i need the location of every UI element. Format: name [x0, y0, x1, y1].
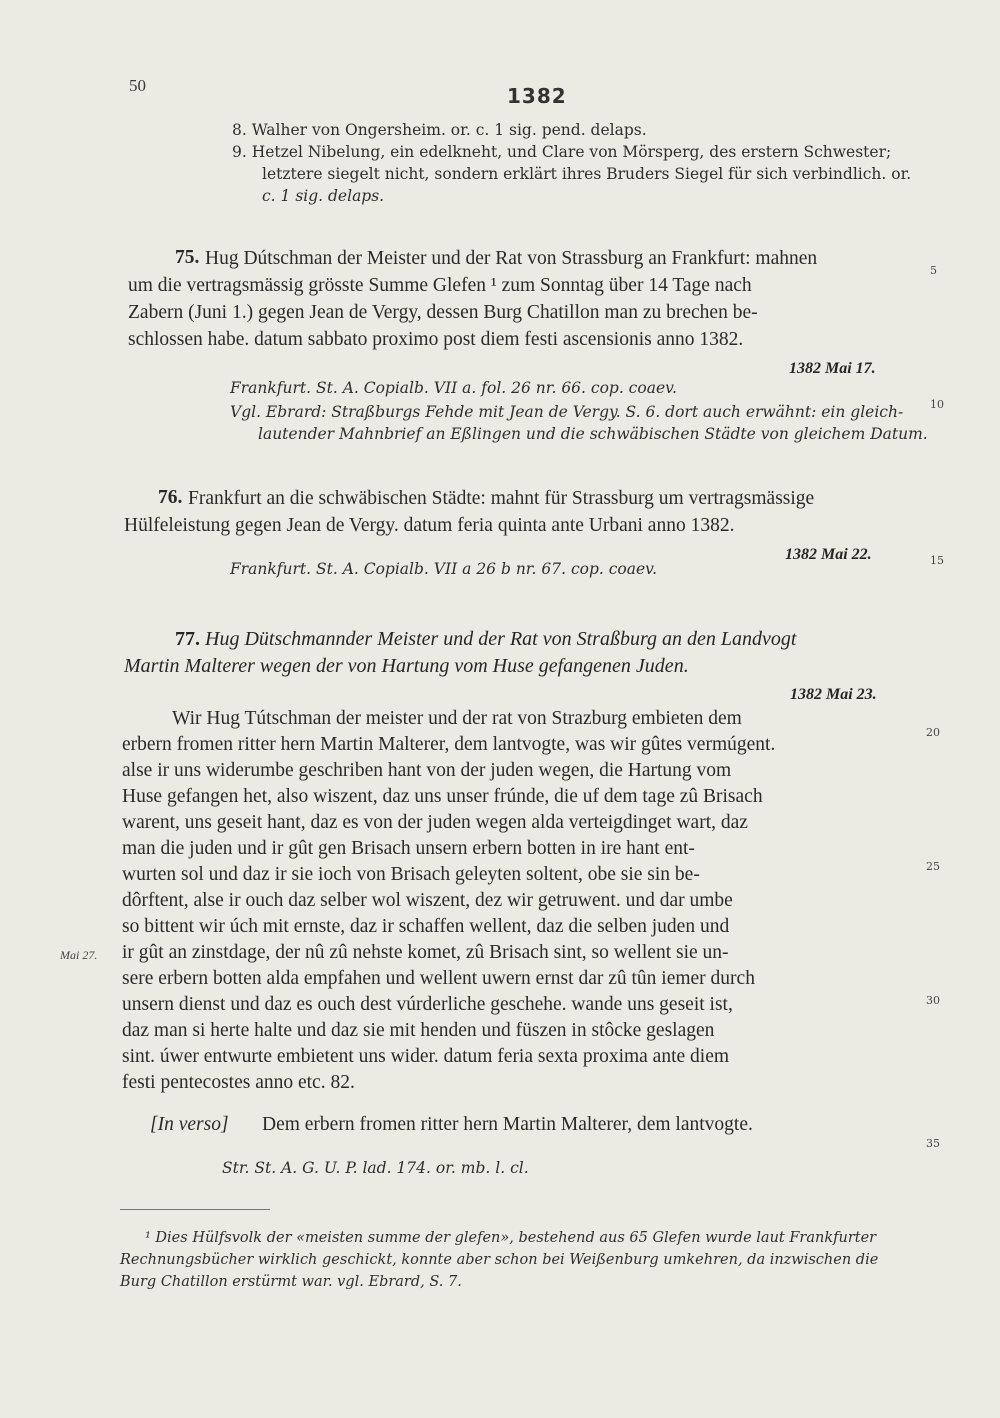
entry-regest-line: schlossen habe. datum sabbato proximo post diem festi ascensionis anno 1382.: [128, 329, 744, 350]
entry-date: 1382 Mai 17.: [789, 360, 876, 377]
line-number: 15: [930, 554, 944, 567]
entry-regest-line: Hug Dútschman der Meister und der Rat von Strassburg an Frankfurt: mahnen: [205, 248, 818, 269]
line-number: 10: [930, 398, 944, 411]
entry-date: 1382 Mai 23.: [790, 686, 877, 703]
letter-line: sint. úwer entwurte embietent uns wider. datum feria sexta proxima ante diem: [122, 1046, 730, 1067]
entry-number: 76.: [158, 487, 183, 508]
entry-number: 75.: [175, 247, 200, 268]
letter-line: Wir Hug Tútschman der meister und der rat von Strazburg embieten dem: [172, 708, 742, 729]
letter-line: man die juden und ir gût gen Brisach unsern erbern botten in ire hant ent-: [122, 838, 695, 859]
running-head: 1382: [507, 84, 567, 108]
letter-line: so bittent wir úch mit ernste, daz ir schaffen wellent, daz die selben juden und: [122, 916, 730, 937]
letter-line: festi pentecostes anno etc. 82.: [122, 1072, 355, 1093]
entry-source: lautender Mahnbrief an Eßlingen und die schwäbischen Städte von gleichem Datum.: [258, 425, 928, 443]
prev-entry-line: 8. Walher von Ongersheim. or. c. 1 sig. pend. delaps.: [232, 121, 647, 139]
footnote-line: Rechnungsbücher wirklich geschickt, konnte aber schon bei Weißenburg umkehren, da inzwischen die: [120, 1252, 879, 1268]
entry-title-line: Martin Malterer wegen der von Hartung vom Huse gefangenen Juden.: [124, 655, 689, 677]
entry-regest-line: Hülfeleistung gegen Jean de Vergy. datum feria quinta ante Urbani anno 1382.: [124, 515, 735, 536]
letter-line: wurten sol und daz ir sie ioch von Brisach geleyten soltent, obe sie sin be-: [122, 864, 700, 885]
entry-regest-line: um die vertragsmässig grösste Summe Glefen ¹ zum Sonntag über 14 Tage nach: [128, 275, 752, 296]
letter-line: ir gût an zinstdage, der nû zû nehste komet, zû Brisach sint, so wellent sie un-: [122, 942, 729, 963]
prev-entry-line: 9. Hetzel Nibelung, ein edelkneht, und Clare von Mörsperg, des erstern Schwester;: [232, 143, 892, 161]
entry-regest-line: Frankfurt an die schwäbischen Städte: mahnt für Strassburg um vertragsmässige: [188, 488, 815, 509]
entry-regest-line: Zabern (Juni 1.) gegen Jean de Vergy, dessen Burg Chatillon man zu brechen be-: [128, 302, 758, 323]
letter-line: dôrftent, alse ir ouch daz selber wol wiszent, dez wir getruwent. und dar umbe: [122, 890, 733, 911]
footnote-line: Burg Chatillon erstürmt war. vgl. Ebrard, S. 7.: [120, 1274, 462, 1290]
entry-source: Frankfurt. St. A. Copialb. VII a 26 b nr. 67. cop. coaev.: [230, 560, 657, 578]
letter-line: Huse gefangen het, also wiszent, daz uns unser frúnde, die uf dem tage zû Brisach: [122, 786, 763, 807]
letter-line: warent, uns geseit hant, daz es von der juden wegen alda verteigdinget wart, daz: [122, 812, 748, 833]
line-number: 30: [926, 994, 940, 1007]
page-number: 50: [129, 76, 146, 95]
letter-line: sere erbern botten alda empfahen und wellent uwern ernst dar zû tûn iemer durch: [122, 968, 755, 989]
inverso-label: [In verso]: [150, 1114, 229, 1135]
entry-source: Frankfurt. St. A. Copialb. VII a. fol. 26 nr. 66. cop. coaev.: [230, 379, 677, 397]
line-number: 35: [926, 1137, 940, 1150]
footnote-rule: [120, 1209, 270, 1210]
entry-date: 1382 Mai 22.: [785, 546, 872, 563]
line-number: 20: [926, 726, 940, 739]
entry-source: Str. St. A. G. U. P. lad. 174. or. mb. l. cl.: [222, 1159, 529, 1177]
letter-line: unsern dienst und daz es ouch dest vúrderliche geschehe. wande uns geseit ist,: [122, 994, 733, 1015]
prev-entry-line: letztere siegelt nicht, sondern erklärt ihres Bruders Siegel für sich verbindlich. or.: [262, 165, 912, 183]
letter-line: erbern fromen ritter hern Martin Malterer, dem lantvogte, was wir gûtes vermúgent.: [122, 734, 776, 755]
entry-number: 77.: [175, 628, 200, 650]
entry-source: Vgl. Ebrard: Straßburgs Fehde mit Jean de Vergy. S. 6. dort auch erwähnt: ein gleich-: [230, 403, 904, 421]
letter-line: daz man si herte halte und daz sie mit henden und füszen in stôcke geslagen: [122, 1020, 715, 1041]
line-number: 5: [930, 264, 937, 277]
entry-title-line: Hug Dütschmannder Meister und der Rat von Straßburg an den Landvogt: [205, 628, 797, 650]
inverso-text: Dem erbern fromen ritter hern Martin Malterer, dem lantvogte.: [262, 1114, 753, 1135]
margin-note: Mai 27.: [60, 948, 98, 962]
prev-entry-line: c. 1 sig. delaps.: [262, 187, 385, 205]
line-number: 25: [926, 860, 940, 873]
footnote-line: ¹ Dies Hülfsvolk der «meisten summe der glefen», bestehend aus 65 Glefen wurde laut Frankfurter: [145, 1230, 877, 1246]
letter-line: alse ir uns widerumbe geschriben hant von der juden wegen, die Hartung vom: [122, 760, 732, 781]
